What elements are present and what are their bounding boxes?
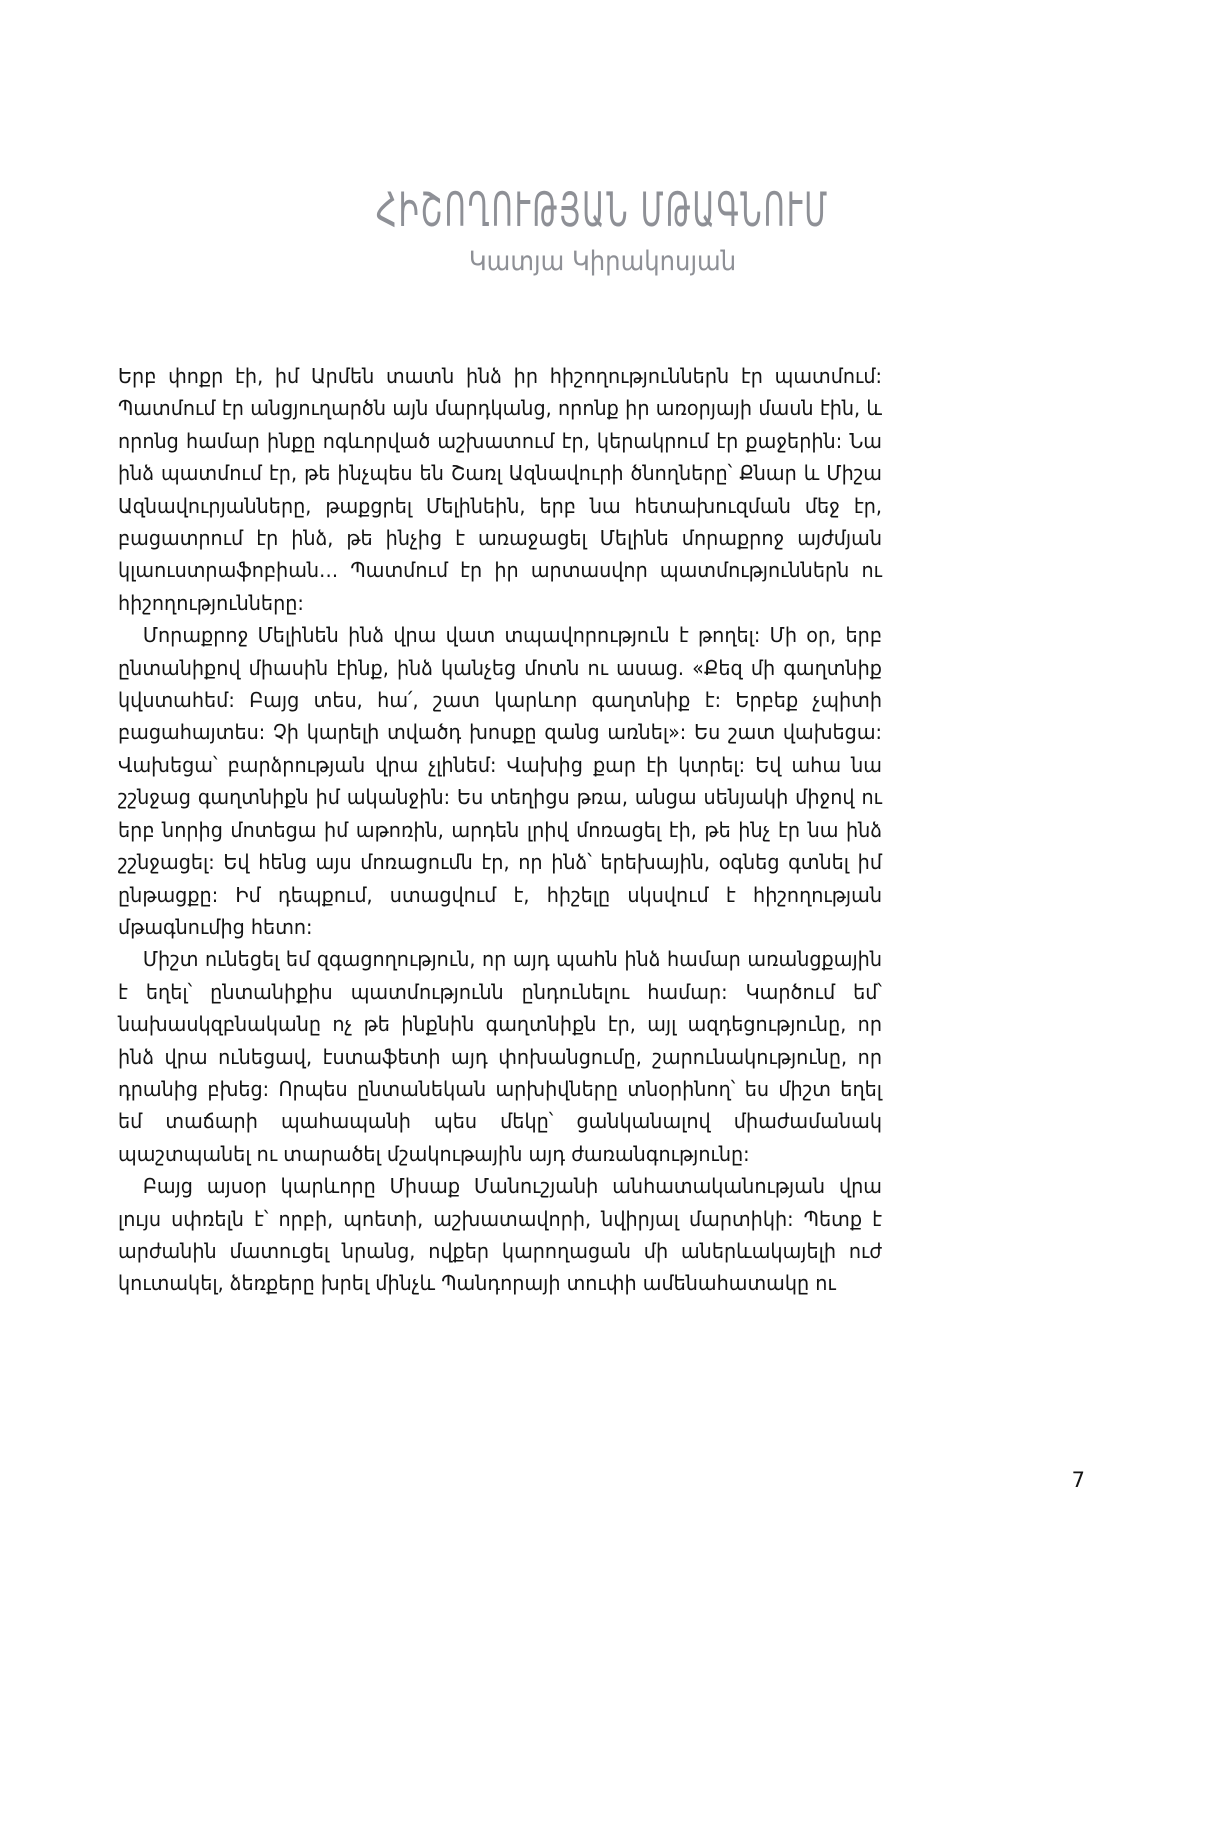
paragraph-3: Միշտ ունեցել եմ զգացողություն, որ այդ պահն ինձ համար առանցքային է եղել՝ ընտանիքիս պատմությունն ընդունելու համար: Կարծում եմ՝ նախասկզբնականը ոչ թե ինքնին գաղտնիքն էր, այլ ազդեցությունը, որ ինձ վրա ունեցավ, էստաֆետի այդ փոխանցումը, շարունակությունը, որ դրանից բխեց: Որպես ընտանեկան արխիվները տնօրինող՝ ես միշտ եղել եմ տաճարի պահապանի պես մեկը՝ ցանկանալով միաժամանակ պաշտպանել ու տարածել մշակութային այդ ժառանգությունը: <box>118 947 882 1166</box>
body-text <box>118 360 882 1300</box>
page-title: ՀԻՇՈՂՈՒԹՅԱՆ ՄԹԱԳՆՈՒՄ <box>375 183 830 238</box>
author-name: Կատյա Կիրակոսյան <box>468 246 737 278</box>
paragraph-2: Մորաքրոջ Մելինեն ինձ վրա վատ տպավորություն է թողել: Մի օր, երբ ընտանիքով միասին էինք, ինձ կանչեց մոտն ու ասաց. «Քեզ մի գաղտնիք կվստահեմ: Բայց տես, հա՛, շատ կարևոր գաղտնիք է: Երբեք չպիտի բացահայտես: Չի կարելի տվածդ խոսքը զանց առնել»: Ես շատ վախեցա: Վախեցա՝ բարձրության վրա չլինեմ: Վախից քար էի կտրել: Եվ ահա նա շշնջաց գաղտնիքն իմ ականջին: Ես տեղիցս թռա, անցա սենյակի միջով ու երբ նորից մոտեցա իմ աթոռին, արդեն լրիվ մոռացել էի, թե ինչ էր նա ինձ շշնջացել: Եվ հենց այս մոռացումն էր, որ ինձ՝ երեխային, օգնեց գտնել իմ ընթացքը: Իմ դեպքում, ստացվում է, հիշելը սկսվում է հիշողության մթագնումից հետո: <box>118 623 882 939</box>
page-number: 7 <box>1071 1468 1085 1492</box>
paragraph-1: Երբ փոքր էի, իմ Արմեն տատն ինձ իր հիշողություններն էր պատմում: Պատմում էր անցյուղարծն այն մարդկանց, որոնք իր առօրյայի մասն էին, և որոնց համար ինքը ոգևորված աշխատում էր, կերակրում էր քաջերին: Նա ինձ պատմում էր, թե ինչպես են Շառլ Ազնավուրի ծնողները՝ Քնար և Միշա Ազնավուրյանները, թաքցրել Մելինեին, երբ նա հետախուզման մեջ էր, բացատրում էր ինձ, թե ինչից է առաջացել Մելինե մորաքրոջ այժմյան կլաուստրաֆոբիան… Պատմում էր իր արտասվոր պատմություններն ու հիշողությունները: <box>118 364 882 615</box>
title-block <box>0 183 1205 278</box>
paragraph-4: Բայց այսօր կարևորը Միսաք Մանուշյանի անհատականության վրա լույս սփռելն է՝ որբի, պոետի, աշխատավորի, նվիրյալ մարտիկի: Պետք է արժանին մատուցել նրանց, ովքեր կարողացան մի աներևակայելի ուժ կուտակել, ձեռքերը խրել մինչև Պանդորայի տուփի ամենահատակը ու <box>118 1174 882 1296</box>
